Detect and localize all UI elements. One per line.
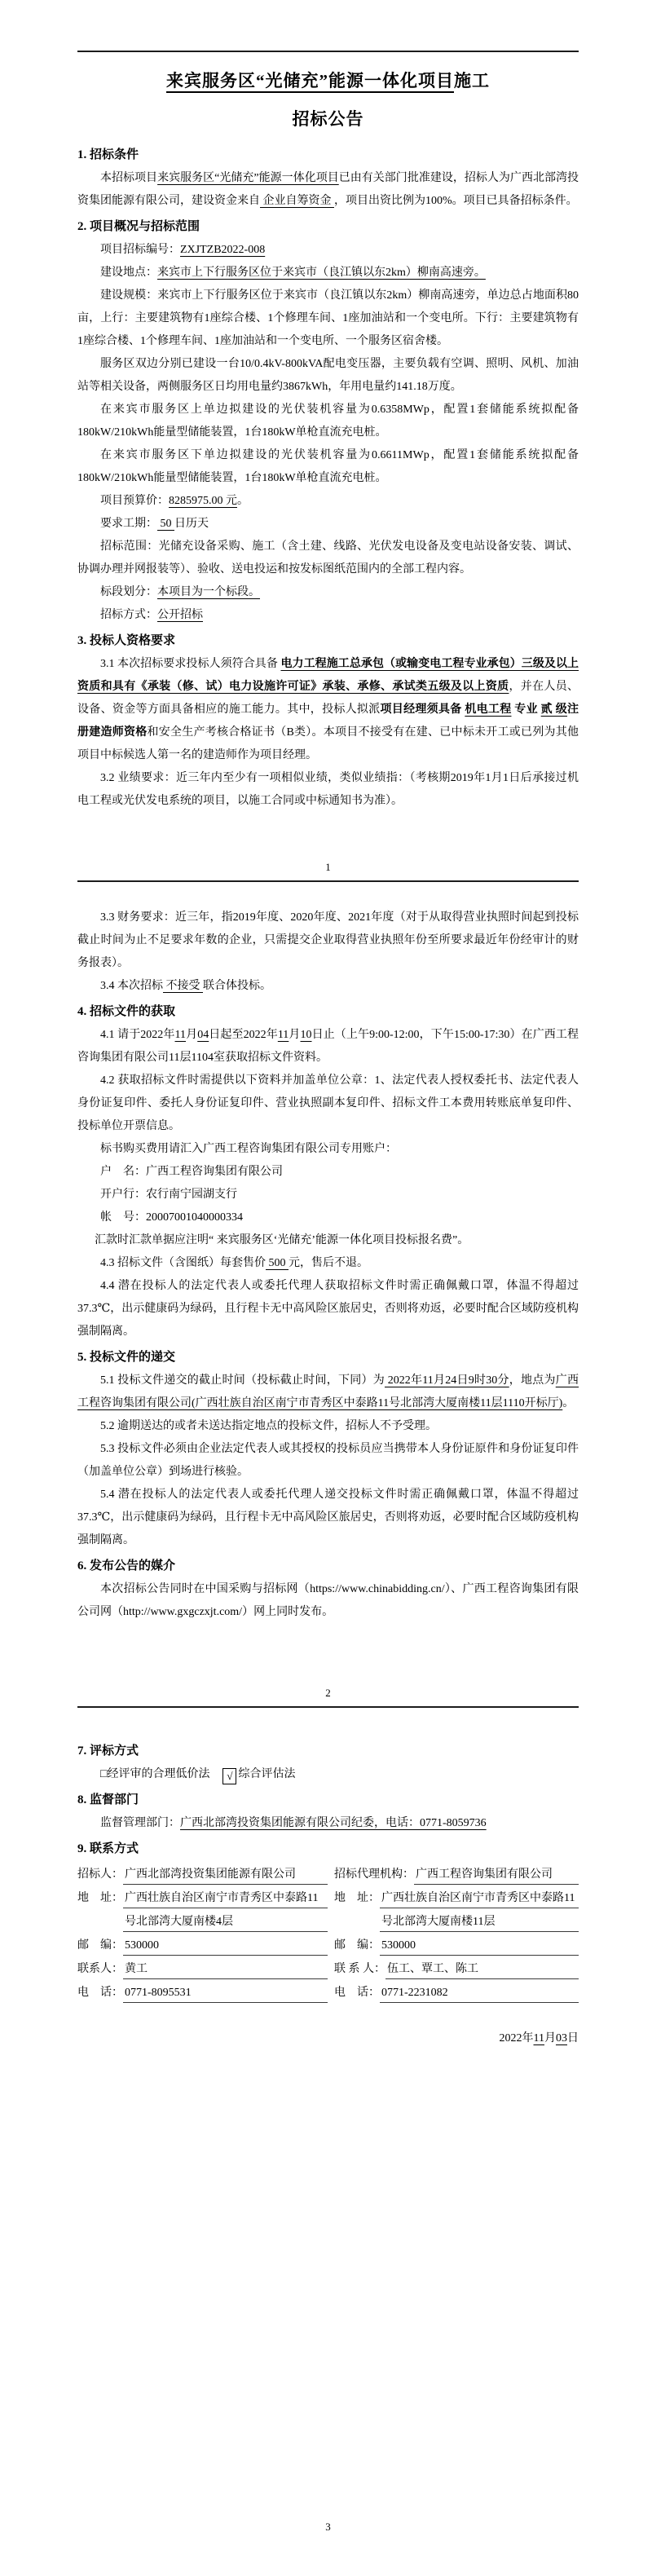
contact-row bbox=[334, 1934, 579, 1957]
text-segment: 日起至2022年 bbox=[209, 1029, 278, 1041]
contact-row bbox=[77, 1981, 328, 2005]
contact-value: 广西北部湾投资集团能源有限公司 bbox=[123, 1863, 328, 1886]
text-segment: 。 bbox=[237, 495, 249, 507]
paragraph bbox=[77, 975, 579, 998]
text-segment: 11 bbox=[277, 1029, 289, 1041]
text-segment: 50 bbox=[157, 518, 174, 530]
section-heading: 5. 投标文件的递交 bbox=[77, 1351, 176, 1364]
text-segment: 标段划分： bbox=[100, 586, 157, 598]
page-number: 2 bbox=[325, 1687, 331, 1699]
text-segment: 本招标项目 bbox=[100, 172, 158, 184]
paragraph bbox=[77, 653, 579, 767]
announcement-date bbox=[77, 2027, 579, 2050]
text-segment: 日历天 bbox=[174, 518, 209, 530]
paragraph bbox=[77, 1415, 579, 1438]
text-segment: 4.2 获取招标文件时需提供以下资料并加盖单位公章：1、法定代表人授权委托书、法定代表人身份证复印件、委托人身份证复印件、营业执照副本复印件、招标文件工本费用转账底单复印件、投标单位开票信息。 bbox=[77, 1074, 579, 1132]
paragraph bbox=[77, 490, 579, 513]
text-segment: 元，售后不退。 bbox=[289, 1257, 368, 1269]
text-segment: 项目预算价： bbox=[100, 495, 169, 507]
text-segment: 户 名：广西工程咨询集团有限公司 bbox=[100, 1166, 283, 1178]
contact-row bbox=[334, 1886, 579, 1934]
contact-value: 530000 bbox=[123, 1934, 328, 1957]
text-segment: 本项目为一个标段。 bbox=[157, 586, 260, 598]
contact-row bbox=[77, 1934, 328, 1957]
text-segment: 3.4 本次招标 bbox=[100, 980, 163, 992]
text-segment: 和安全生产考核合格证书（B类）。本项目不接受有在建、已中标未开工或已列为其他项目中标候选人第一名的建造师作为项目经理。 bbox=[77, 726, 579, 761]
paragraph bbox=[77, 1275, 579, 1343]
contact-value: 0771-8095531 bbox=[123, 1981, 328, 2005]
contact-value: 黄工 bbox=[123, 1957, 328, 1981]
contact-label: 电 话： bbox=[334, 1987, 380, 1999]
contact-row bbox=[334, 1957, 579, 1981]
paragraph bbox=[77, 1206, 579, 1229]
contact-value: 广西壮族自治区南宁市青秀区中泰路11号北部湾大厦南楼11层 bbox=[380, 1886, 579, 1934]
contact-label: 联 系 人： bbox=[334, 1963, 385, 1975]
text-segment: 3.3 财务要求：近三年，指2019年度、2020年度、2021年度（对于从取得营业执照时间起到投标截止时间为止不足要求年数的企业，只需提交企业取得营业执照年份至所要求最近年份经审计的财务报表）。 bbox=[77, 911, 579, 969]
text-segment: 要求工期： bbox=[100, 518, 157, 530]
page-number: 3 bbox=[325, 2521, 331, 2533]
contact-value: 广西壮族自治区南宁市青秀区中泰路11号北部湾大厦南楼4层 bbox=[123, 1886, 328, 1934]
text-segment: 本次招标公告同时在中国采购与招标网（https://www.chinabidding.cn/）、广西工程咨询集团有限公司网（http://www.gxgczxjt.com/）网上同时发布。 bbox=[77, 1583, 579, 1618]
text-segment: ，地点为 bbox=[509, 1374, 556, 1387]
text-segment: 来宾服务区“光储充”能源一体化项目 bbox=[166, 71, 454, 93]
text-segment: 日 bbox=[567, 2032, 579, 2044]
text-segment: 5.2 逾期送达的或者未送达指定地点的投标文件，招标人不予受理。 bbox=[100, 1420, 437, 1432]
contact-row bbox=[334, 1981, 579, 2005]
text-segment: 月 bbox=[289, 1029, 301, 1041]
title-line bbox=[77, 67, 579, 95]
contact-label: 联系人： bbox=[77, 1963, 123, 1975]
text-segment: 来宾市上下行服务区位于来宾市（良江镇以东2km）柳南高速旁。 bbox=[157, 267, 486, 279]
text-segment: 5.1 投标文件递交的截止时间（投标截止时间，下同）为 bbox=[100, 1374, 385, 1387]
text-segment: 贰 级 bbox=[540, 704, 568, 716]
text-segment: 在来宾市服务区下单边拟建设的光伏装机容量为0.6611MWp，配置1套储能系统拟配备180kW/210kWh能量型储能装置，1台180kW单枪直流充电桩。 bbox=[77, 449, 579, 484]
text-segment: 5.3 投标文件必须由企业法定代表人或其授权的投标员应当携带本人身份证原件和身份证复印件（加盖单位公章）到场进行核验。 bbox=[77, 1443, 579, 1478]
text-segment: 2022年 bbox=[499, 2032, 534, 2044]
text-segment: 在来宾市服务区上单边拟建设的光伏装机容量为0.6358MWp，配置1套储能系统拟配备180kW/210kWh能量型储能装置，1台180kW单枪直流充电桩。 bbox=[77, 404, 579, 439]
text-segment: 招标范围：光储充设备采购、施工（含土建、线路、光伏发电设备及变电站设备安装、调试、协调办理并网报装等）、验收、送电投运和按发标图纸范围内的全部工程内容。 bbox=[77, 540, 579, 576]
text-segment: 4.3 招标文件（含图纸）每套售价 bbox=[100, 1257, 266, 1269]
text-segment: 机电工程 bbox=[465, 704, 512, 716]
paragraph bbox=[77, 906, 579, 975]
contact-label: 招标代理机构： bbox=[334, 1868, 414, 1881]
text-segment: 04 bbox=[197, 1029, 209, 1041]
contact-label: 电 话： bbox=[77, 1987, 123, 1999]
contact-column-right bbox=[334, 1863, 579, 2005]
paragraph bbox=[77, 513, 579, 536]
paragraph bbox=[77, 604, 579, 627]
text-segment: 日止（上午9:00-12:00，下午15:00-17:30）在广西工程咨询集团有限公司11层1104室获取招标文件资料。 bbox=[77, 1029, 579, 1064]
text-segment: 开户行：农行南宁园湖支行 bbox=[100, 1189, 237, 1201]
page-2 bbox=[0, 880, 652, 1706]
paragraph bbox=[77, 1484, 579, 1552]
page-body bbox=[77, 906, 579, 1624]
paragraph bbox=[77, 1161, 579, 1184]
text-segment: 广西工程咨询集团有限公司(广西壮族自治区南宁市青秀区中泰路11号北部湾大厦南楼11层1110开标厅) bbox=[77, 1374, 579, 1409]
text-segment: 企业自筹资金 bbox=[260, 195, 334, 207]
section-heading: 9. 联系方式 bbox=[77, 1842, 139, 1855]
paragraph bbox=[77, 285, 579, 353]
contact-row bbox=[77, 1863, 328, 1886]
paragraph bbox=[77, 536, 579, 581]
paragraph bbox=[77, 1578, 579, 1624]
document-title bbox=[77, 67, 579, 133]
paragraph bbox=[77, 353, 579, 399]
section-heading: 4. 招标文件的获取 bbox=[77, 1005, 176, 1018]
page-header-rule bbox=[77, 1706, 579, 1708]
text-segment bbox=[209, 1768, 221, 1780]
text-segment: 3.1 本次招标要求投标人须符合具备 bbox=[100, 658, 281, 670]
text-segment: 已由有关部门批准建设，招标人为广西北部湾投资集团能源有限公司，建设资金来自 bbox=[77, 172, 579, 207]
page-3 bbox=[0, 1706, 652, 2576]
text-segment: 广西北部湾投资集团能源有限公司纪委，电话：0771-8059736 bbox=[180, 1817, 487, 1829]
contact-row bbox=[77, 1957, 328, 1981]
paragraph bbox=[77, 1229, 579, 1252]
page-body bbox=[77, 1737, 579, 2050]
text-segment: 联合体投标。 bbox=[203, 980, 271, 992]
text-segment: 月 bbox=[186, 1029, 198, 1041]
text-segment: 2022年11月24日9时30分 bbox=[385, 1374, 509, 1387]
paragraph bbox=[77, 581, 579, 604]
text-segment: 。 bbox=[562, 1397, 575, 1409]
paragraph bbox=[77, 1438, 579, 1484]
text-segment: 建设地点： bbox=[100, 267, 157, 279]
paragraph bbox=[77, 444, 579, 490]
section-heading: 8. 监督部门 bbox=[77, 1793, 139, 1806]
text-segment: 服务区双边分别已建设一台10/0.4kV-800kVA配电变压器，主要负载有空调、照明、风机、加油站等相关设备，两侧服务区日均用电量约3867kWh，年用电量约141.18万度。 bbox=[77, 358, 579, 393]
text-segment: 8285975.00 元 bbox=[169, 495, 237, 507]
section-heading: 1. 招标条件 bbox=[77, 148, 139, 161]
page-body bbox=[77, 52, 579, 813]
text-segment: 综合评估法 bbox=[238, 1768, 296, 1780]
paragraph bbox=[77, 767, 579, 813]
paragraph bbox=[77, 1024, 579, 1070]
contact-label: 邮 编： bbox=[334, 1939, 380, 1952]
text-segment: 3.2 业绩要求：近三年内至少有一项相似业绩，类似业绩指：（考核期2019年1月1日后承接过机电工程或光伏发电系统的项目，以施工合同或中标通知书为准）。 bbox=[77, 772, 579, 807]
paragraph bbox=[77, 1138, 579, 1161]
contact-label: 地 址： bbox=[334, 1892, 380, 1904]
page-header-rule bbox=[77, 880, 579, 882]
contact-row bbox=[334, 1863, 579, 1886]
contact-value: 广西工程咨询集团有限公司 bbox=[414, 1863, 579, 1886]
evaluation-method-options bbox=[77, 1763, 579, 1786]
page-1 bbox=[0, 0, 652, 880]
section-heading: 3. 投标人资格要求 bbox=[77, 634, 176, 647]
text-segment: 月 bbox=[544, 2032, 556, 2044]
document-subtitle bbox=[77, 105, 579, 133]
section-heading: 7. 评标方式 bbox=[77, 1745, 139, 1758]
text-segment: 专业 bbox=[514, 704, 538, 716]
contacts-section bbox=[77, 1863, 579, 2005]
page-number: 1 bbox=[325, 861, 331, 873]
checked-checkbox-icon: √ bbox=[222, 1768, 236, 1784]
text-segment: 监督管理部门： bbox=[100, 1817, 180, 1829]
text-segment: 03 bbox=[556, 2032, 567, 2044]
section-heading: 6. 发布公告的媒介 bbox=[77, 1559, 176, 1573]
text-segment: 10 bbox=[300, 1029, 312, 1041]
text-segment: 4.4 潜在投标人的法定代表人或委托代理人获取招标文件时需正确佩戴口罩，体温不得超过37.3℃，出示健康码为绿码，且行程卡无中高风险区旅居史，否则将劝返，必要时配合区域防疫机构强制隔离。 bbox=[77, 1280, 579, 1338]
contact-label: 招标人： bbox=[77, 1868, 123, 1881]
paragraph bbox=[77, 1370, 579, 1415]
paragraph bbox=[77, 1070, 579, 1138]
text-segment: 项目招标编号： bbox=[100, 244, 180, 256]
paragraph bbox=[77, 167, 579, 213]
text-segment: 来宾服务区“光储充”能源一体化项目 bbox=[157, 172, 339, 184]
text-segment: 11 bbox=[533, 2032, 544, 2044]
paragraph bbox=[77, 1184, 579, 1206]
paragraph bbox=[77, 399, 579, 444]
text-segment: 不接受 bbox=[163, 980, 203, 992]
text-segment: 施工 bbox=[454, 71, 490, 90]
text-segment: 11 bbox=[174, 1029, 186, 1041]
contact-value: 伍工、覃工、陈工 bbox=[385, 1957, 579, 1981]
contact-label: 邮 编： bbox=[77, 1939, 123, 1952]
contact-label: 地 址： bbox=[77, 1892, 123, 1904]
text-segment: 5.4 潜在投标人的法定代表人或委托代理人递交投标文件时需正确佩戴口罩，体温不得超过37.3℃，出示健康码为绿码，且行程卡无中高风险区旅居史，否则将劝返，必要时配合区域防疫机构强制隔离。 bbox=[77, 1489, 579, 1546]
contact-value: 0771-2231082 bbox=[380, 1981, 579, 2005]
text-segment: 电力工程施工总承包（或输变电工程专业承包）三级及以上资质和具有《承装（修、试）电力设施许可证》承装、承修、承试类五级及以上资质 bbox=[77, 658, 579, 693]
text-segment: 招标公告 bbox=[292, 109, 364, 129]
contact-value: 530000 bbox=[380, 1934, 579, 1957]
text-segment: 注册建造师资格 bbox=[77, 704, 579, 739]
text-segment: 招标方式： bbox=[100, 609, 157, 621]
paragraph bbox=[77, 239, 579, 262]
text-segment: 帐 号：20007001040000334 bbox=[100, 1211, 243, 1224]
paragraph bbox=[77, 262, 579, 285]
contact-column-left bbox=[77, 1863, 328, 2005]
paragraph bbox=[77, 1812, 579, 1835]
text-segment: ，并在人员、设备、资金等方面具备相应的施工能力。其中，投标人拟派 bbox=[77, 681, 579, 716]
text-segment: 公开招标 bbox=[157, 609, 203, 621]
text-segment: 标书购买费用请汇入广西工程咨询集团有限公司专用账户： bbox=[100, 1143, 397, 1155]
text-segment: ZXJTZB2022-008 bbox=[180, 244, 266, 256]
text-segment: ，项目出资比例为100%。项目已具备招标条件。 bbox=[334, 195, 578, 207]
text-segment: □经评审的合理低价法 bbox=[100, 1768, 210, 1780]
paragraph bbox=[77, 1252, 579, 1275]
text-segment: 项目经理须具备 bbox=[380, 704, 462, 716]
text-segment: 汇款时汇款单据应注明“ 来宾服务区‘光储充’能源一体化项目投标报名费”。 bbox=[95, 1234, 469, 1246]
text-segment: 500 bbox=[266, 1257, 289, 1269]
text-segment: 4.1 请于2022年 bbox=[100, 1029, 175, 1041]
text-segment: 建设规模：来宾市上下行服务区位于来宾市（良江镇以东2km）柳南高速旁，单边总占地面积80亩，上行：主要建筑物有1座综合楼、1个修理车间、1座加油站和一个变电所。下行：主要建筑物有1座综合楼、1个修理车间、1座加油站和一个变电所、一个服务区宿舍楼。 bbox=[77, 289, 579, 347]
section-heading: 2. 项目概况与招标范围 bbox=[77, 220, 200, 233]
contact-row bbox=[77, 1886, 328, 1934]
